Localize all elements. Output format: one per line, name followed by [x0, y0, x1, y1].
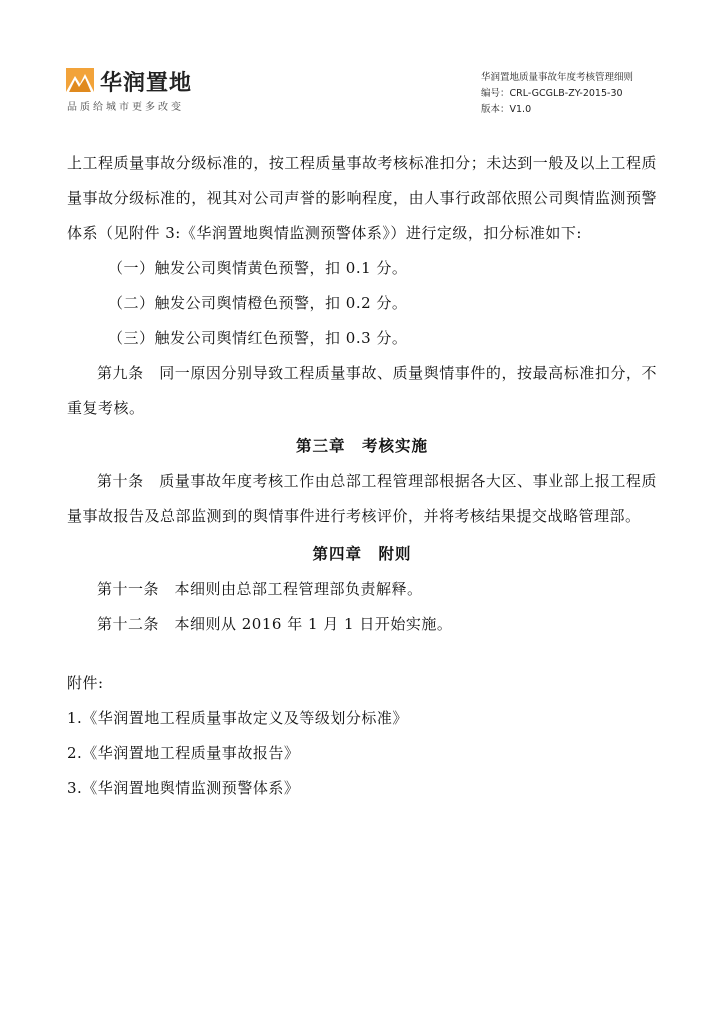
document-version: 版本：V1.0 — [481, 104, 532, 115]
list-item-red-warning: （三）触发公司舆情红色预警，扣 0.3 分。 — [108, 329, 408, 347]
article-9: 第九条 同一原因分别导致工程质量事故、质量舆情事件的，按最高标准扣分，不重复考核。 — [67, 364, 657, 417]
attachment-item-2: 2.《华润置地工程质量事故报告》 — [67, 744, 300, 762]
document-title: 华润置地质量事故年度考核管理细则 — [481, 72, 634, 83]
chapter-4-heading: 第四章 附则 — [312, 545, 412, 563]
logo-mountain-icon — [66, 68, 94, 92]
logo-slogan: 品质给城市更多改变 — [67, 102, 184, 113]
article-11: 第十一条 本细则由总部工程管理部负责解释。 — [97, 580, 423, 598]
article-10: 第十条 质量事故年度考核工作由总部工程管理部根据各大区、事业部上报工程质量事故报告及总部监测到的舆情事件进行考核评价，并将考核结果提交战略管理部。 — [67, 472, 657, 525]
attachment-item-1: 1.《华润置地工程质量事故定义及等级划分标准》 — [67, 709, 408, 727]
company-logo — [66, 66, 216, 114]
list-item-orange-warning: （二）触发公司舆情橙色预警，扣 0.2 分。 — [108, 294, 408, 312]
paragraph-intro: 上工程质量事故分级标准的，按工程质量事故考核标准扣分；未达到一般及以上工程质量事故分级标准的，视其对公司声誉的影响程度，由人事行政部依照公司舆情监测预警体系（见附件 3:《华润置地舆情监测预警体系》）进行定级，扣分标准如下: — [67, 154, 657, 242]
attachments-label: 附件: — [67, 674, 104, 692]
article-12: 第十二条 本细则从 2016 年 1 月 1 日开始实施。 — [97, 615, 453, 633]
document-meta — [481, 70, 633, 118]
logo-name: 华润置地 — [100, 71, 193, 96]
list-item-yellow-warning: （一）触发公司舆情黄色预警，扣 0.1 分。 — [108, 259, 408, 277]
attachment-item-3: 3.《华润置地舆情监测预警体系》 — [67, 779, 300, 797]
document-number: 编号：CRL-GCGLB-ZY-2015-30 — [481, 88, 623, 99]
chapter-3-heading: 第三章 考核实施 — [295, 437, 428, 455]
document-body — [67, 146, 657, 806]
